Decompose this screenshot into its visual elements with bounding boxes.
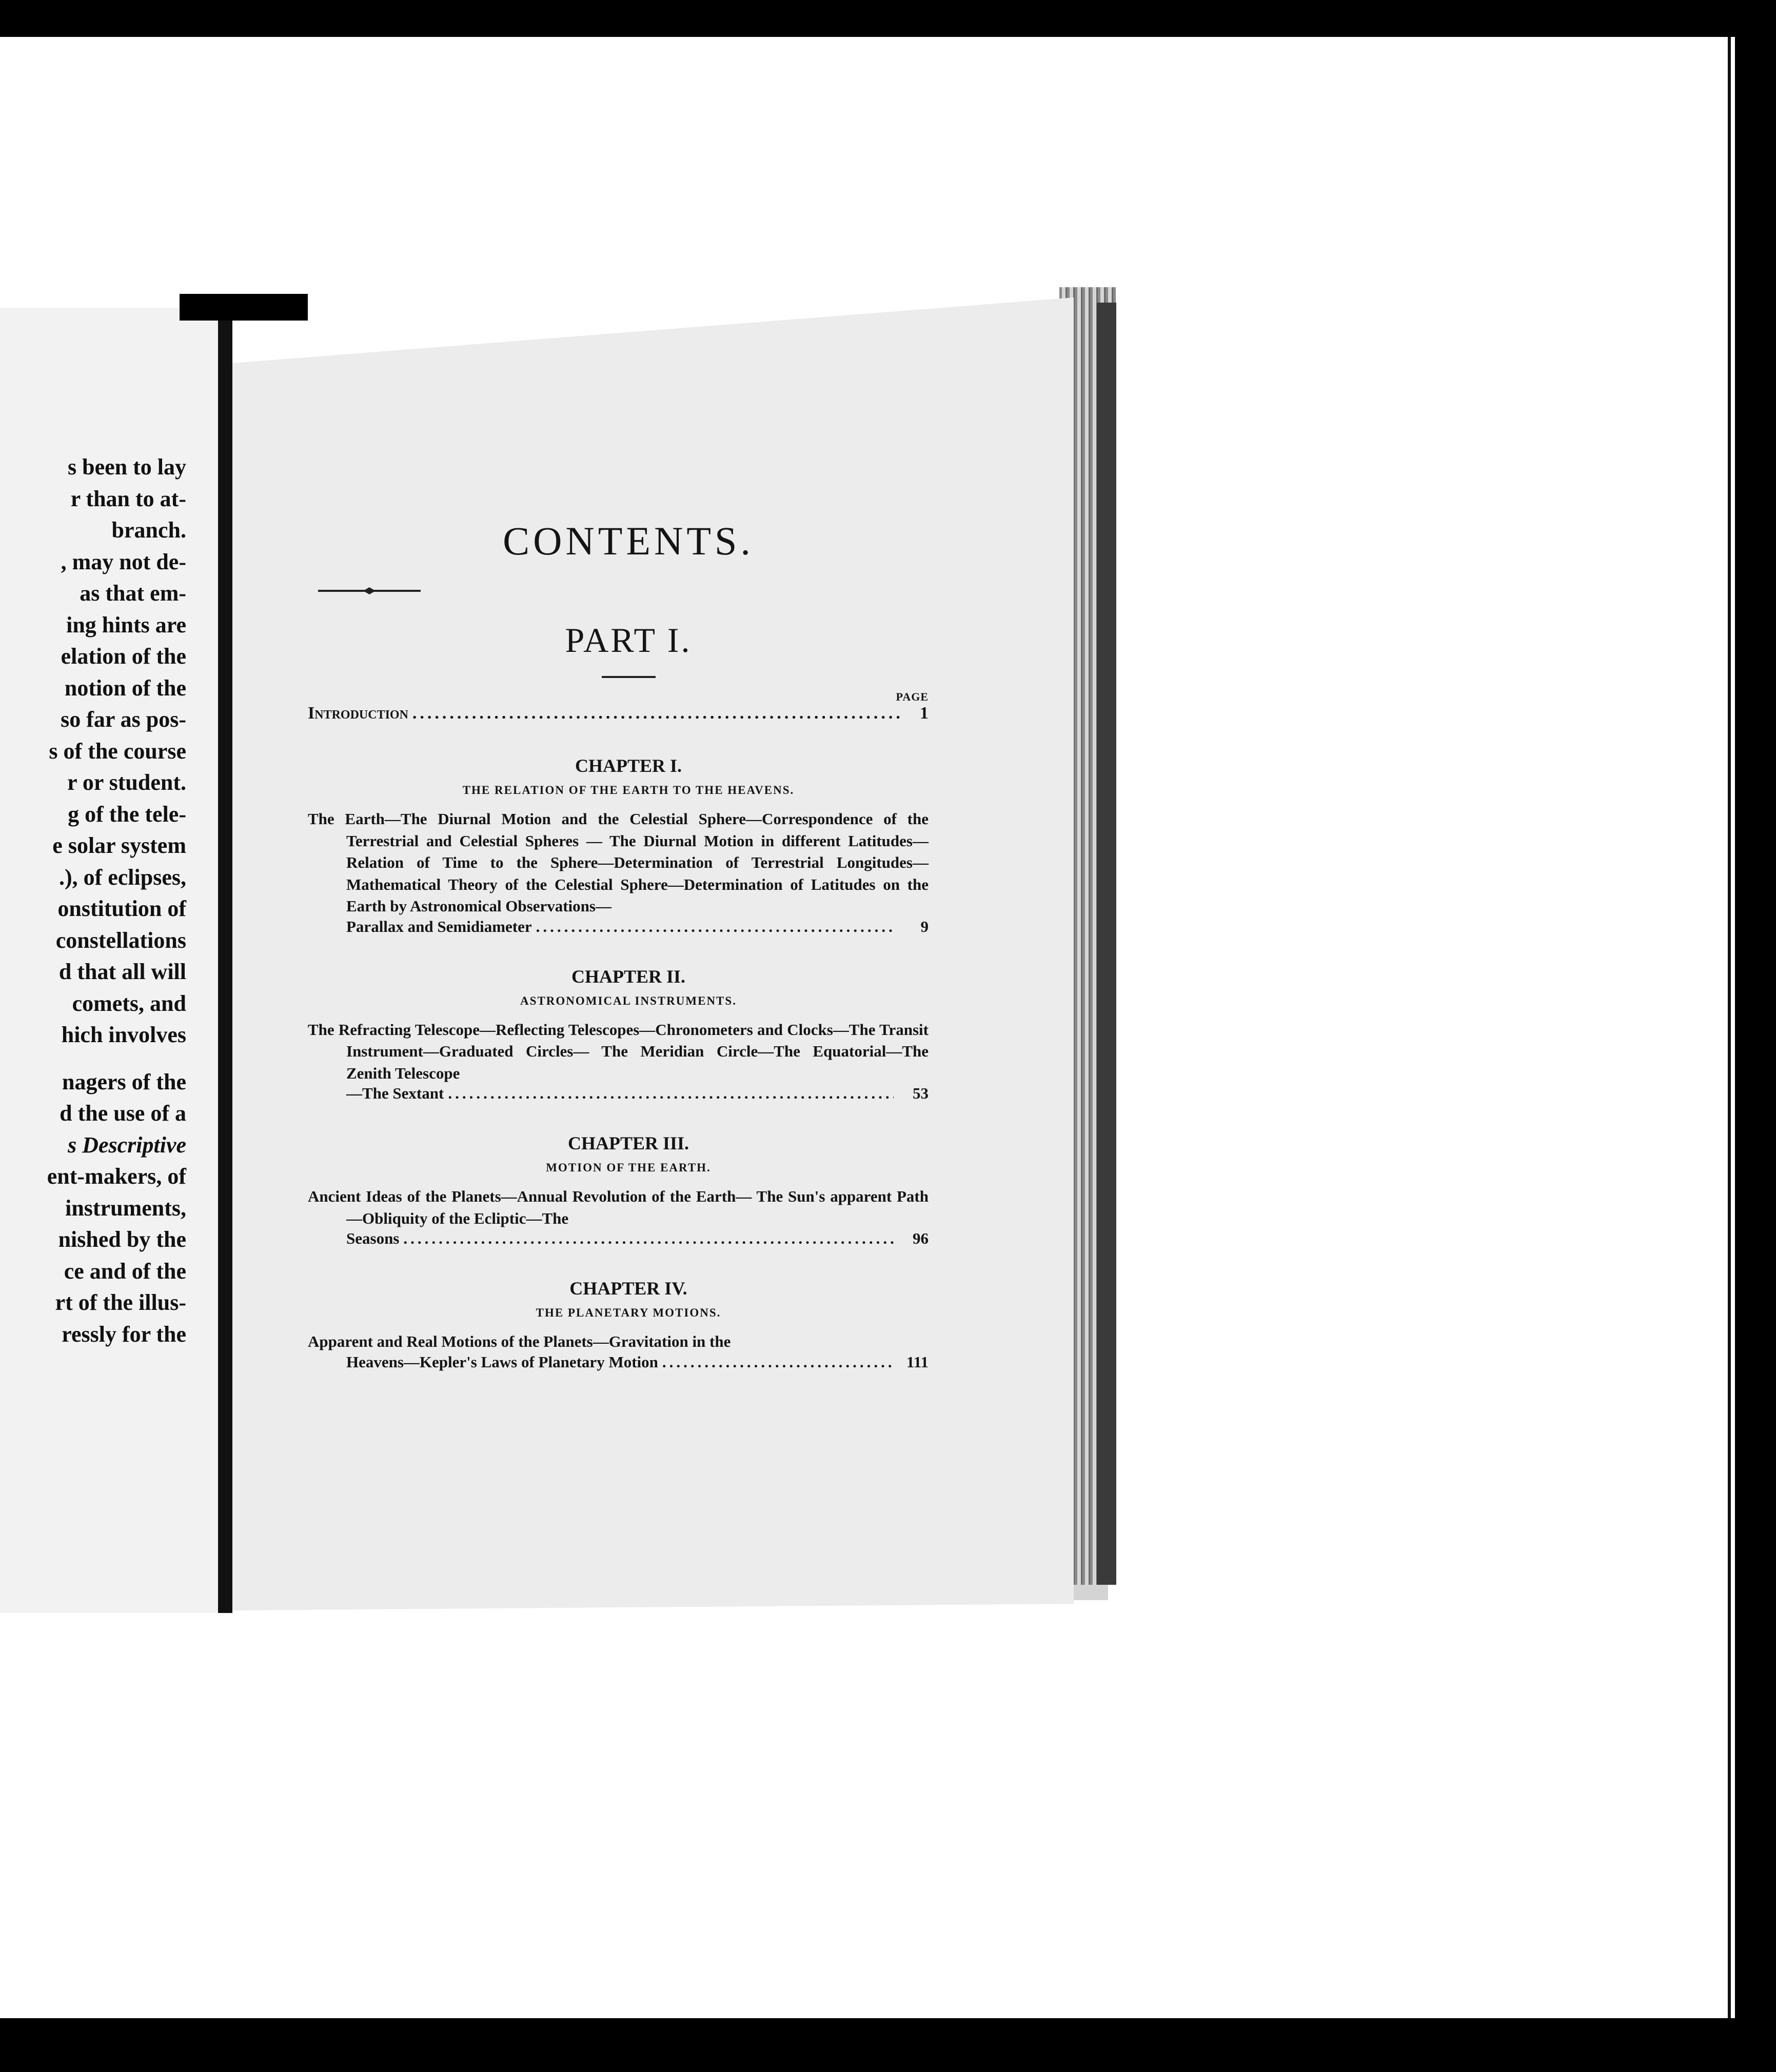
left-page (0, 308, 218, 1613)
book-cover-edge (1097, 303, 1116, 1585)
chapter-summary-last-line (308, 1353, 929, 1371)
left-line: so far as pos- (61, 707, 186, 732)
toc-page-number: 111 (906, 1352, 929, 1371)
chapter-summary-last-line (308, 1229, 929, 1248)
chapter-summary (308, 1186, 929, 1229)
left-line-italic: s Descriptive (68, 1132, 186, 1158)
left-line: onstitution of (57, 896, 186, 921)
ornament-rule (318, 586, 421, 596)
chapter-heading: CHAPTER I. (575, 755, 682, 776)
chapter-summary (308, 808, 929, 918)
leader-dots (448, 1084, 894, 1103)
toc-page-number: 53 (913, 1084, 929, 1102)
left-line: s of the course (49, 738, 186, 764)
left-paragraph-gap (0, 1051, 186, 1066)
left-line: notion of the (64, 675, 186, 701)
left-line: nagers of the (62, 1069, 186, 1094)
left-line: elation of the (61, 644, 186, 669)
left-line: r or student. (67, 770, 186, 795)
chapter-summary-text: Ancient Ideas of the Planets—Annual Revolution of the Earth— The Sun's apparent Path—Obliquity of the Ecliptic—The (308, 1187, 929, 1227)
left-line: branch. (111, 517, 186, 543)
contents-page (308, 518, 929, 1371)
toc-page-number: 96 (913, 1229, 929, 1247)
chapter-summary (308, 1331, 929, 1353)
left-line: ressly for the (62, 1321, 186, 1347)
part-rule (602, 676, 656, 678)
film-border-bottom (0, 2018, 1776, 2072)
left-line: ent-makers, of (47, 1164, 186, 1189)
left-line: constellations (55, 927, 186, 953)
leader-dots (662, 1353, 894, 1371)
part-title: PART I. (565, 621, 692, 660)
leader-dots (403, 1229, 894, 1248)
left-line: comets, and (72, 990, 186, 1016)
left-line: .), of eclipses, (58, 864, 186, 890)
chapter-summary-last-line (308, 1084, 929, 1103)
toc-page-number: 1 (920, 704, 929, 723)
left-line: d that all will (58, 959, 186, 984)
left-line: ce and of the (64, 1258, 186, 1284)
left-line: rt of the illus- (55, 1290, 186, 1315)
left-line (0, 1129, 186, 1161)
film-border-inner-right (1728, 37, 1731, 2018)
left-line: g of the tele- (68, 801, 186, 827)
page-column-header: PAGE (896, 690, 929, 703)
chapter-block (308, 966, 929, 1103)
summary-last-text: Heavens—Kepler's Laws of Planetary Motion (346, 1352, 658, 1371)
chapter-summary-text: The Earth—The Diurnal Motion and the Celestial Sphere—Correspondence of the Terrestrial and Celestial Spheres — The Diurnal Motion in different Latitudes—Relation of Time to the Sphere—Determination of Terrestrial Longitudes—Mathematical Theory of the Celestial Sphere—Determination of Latitudes on the Earth by Astronomical Observations— (308, 810, 929, 915)
left-page-text (0, 451, 186, 1350)
left-line: , may not de- (61, 549, 186, 574)
chapter-summary-text: The Refracting Telescope—Reflecting Telescopes—Chronometers and Clocks—The Transit Instrument—Graduated Circles— The Meridian Circle—The Equatorial—The Zenith Telescope (308, 1020, 929, 1082)
film-border-right (1735, 0, 1776, 2072)
chapter-block (308, 1278, 929, 1371)
summary-last-text: Seasons (346, 1229, 400, 1247)
chapter-subtitle: MOTION OF THE EARTH. (546, 1161, 711, 1174)
chapter-summary (308, 1019, 929, 1085)
chapter-heading: CHAPTER III. (567, 1133, 689, 1153)
chapter-summary-last-line (308, 918, 929, 936)
left-line: instruments, (65, 1195, 186, 1221)
toc-page-number: 9 (920, 917, 929, 935)
chapter-block (308, 1132, 929, 1248)
book-spine (218, 308, 232, 1613)
toc-label: Introduction (308, 704, 408, 723)
left-line: nished by the (58, 1227, 186, 1252)
chapter-subtitle: ASTRONOMICAL INSTRUMENTS. (520, 994, 737, 1007)
film-border-top (0, 0, 1776, 37)
chapter-block (308, 755, 929, 936)
left-line: ing hints are (66, 612, 186, 637)
summary-last-text: Parallax and Semidiameter (346, 917, 532, 935)
left-line: r than to at- (70, 486, 186, 511)
left-line: e solar system (52, 833, 186, 858)
book-tab (180, 294, 308, 321)
contents-title: CONTENTS. (503, 519, 754, 563)
chapter-summary-text: Apparent and Real Motions of the Planets—Gravitation in the (308, 1332, 731, 1350)
left-line: s been to lay (68, 454, 186, 480)
chapter-heading: CHAPTER II. (571, 966, 686, 987)
toc-introduction (308, 704, 929, 723)
summary-last-text: —The Sextant (346, 1084, 444, 1102)
left-line: as that em- (80, 581, 186, 606)
left-line: hich involves (61, 1022, 186, 1047)
chapter-subtitle: THE RELATION OF THE EARTH TO THE HEAVENS. (462, 784, 795, 796)
leader-dots (412, 704, 904, 723)
chapter-heading: CHAPTER IV. (569, 1278, 687, 1299)
chapter-subtitle: THE PLANETARY MOTIONS. (536, 1306, 721, 1319)
leader-dots (536, 918, 894, 936)
left-line: d the use of a (60, 1101, 186, 1126)
